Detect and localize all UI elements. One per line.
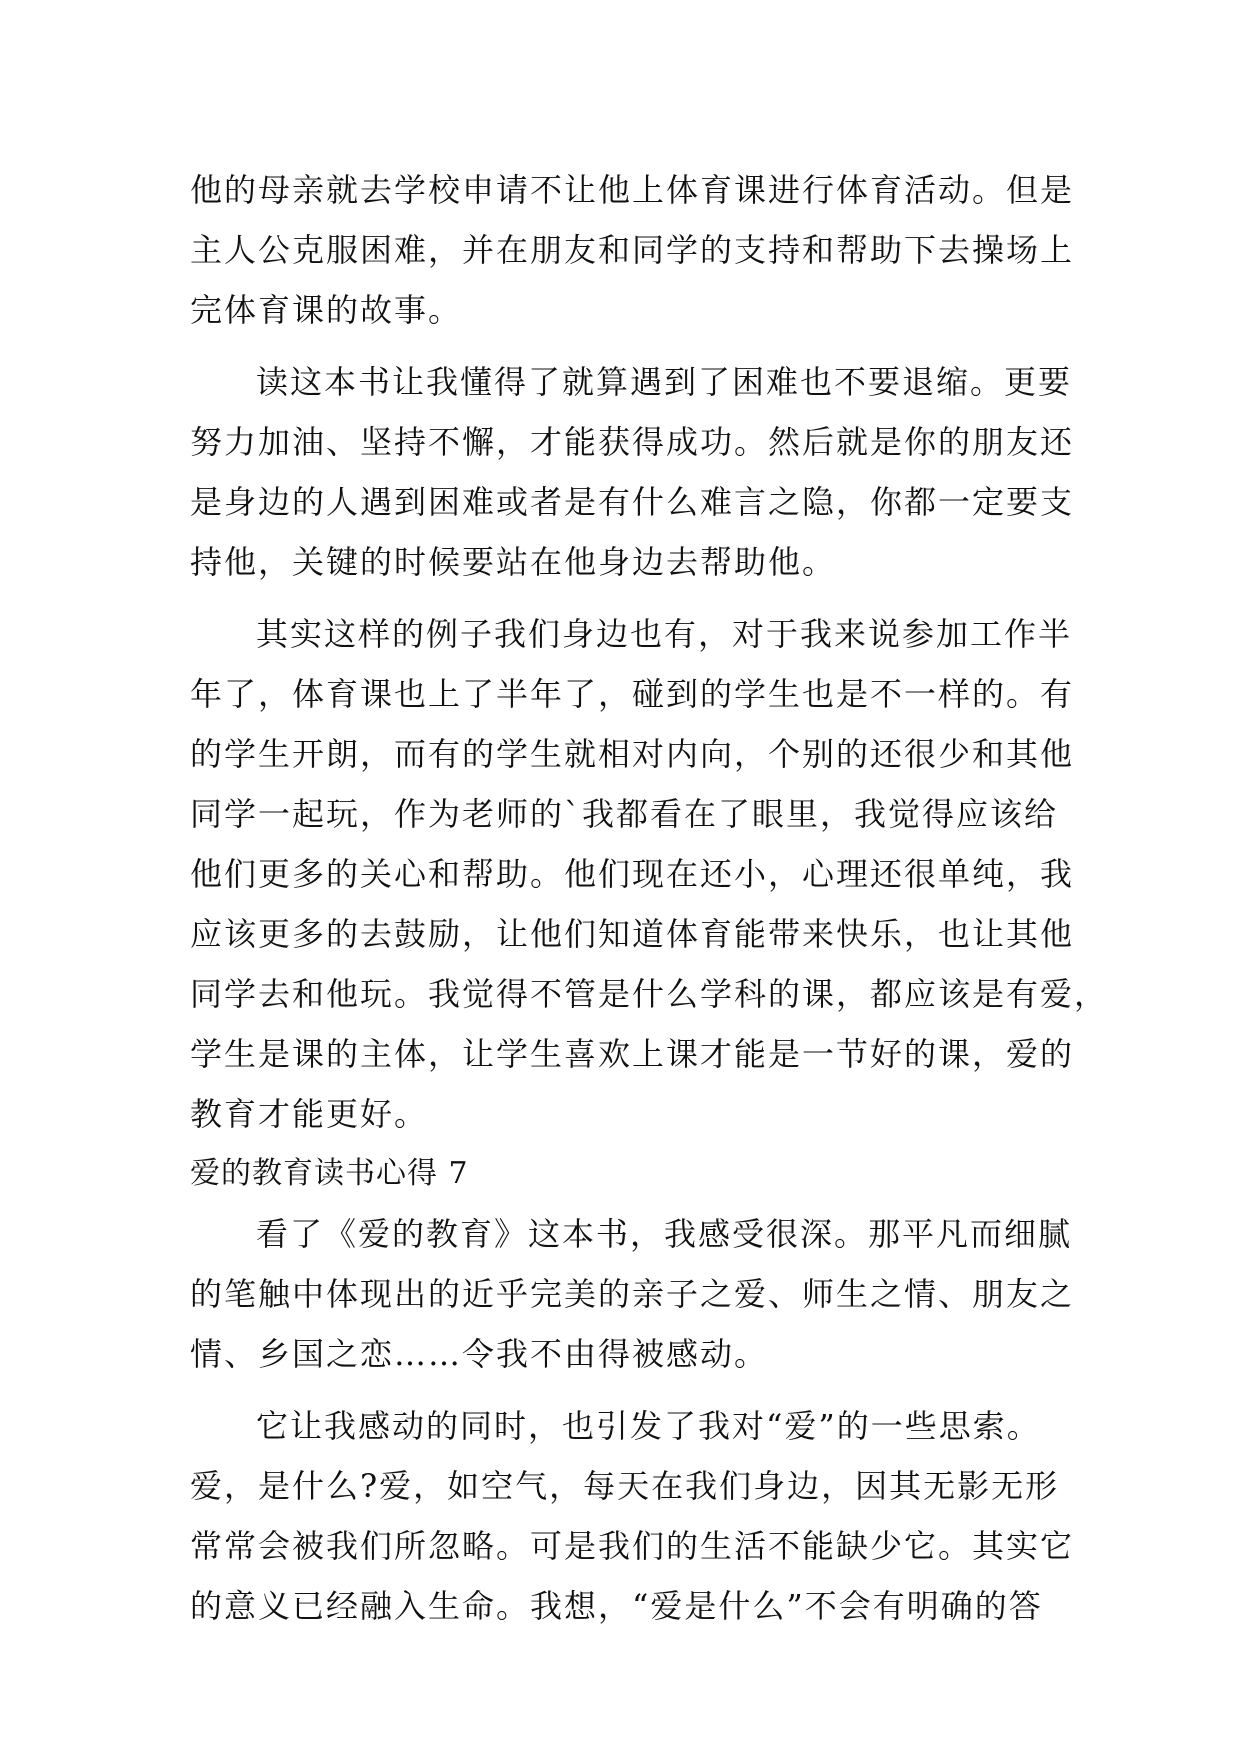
text-line: 是身边的人遇到困难或者是有什么难言之隐，你都一定要支 [190, 483, 1075, 521]
text-line: 他的母亲就去学校申请不让他上体育课进行体育活动。但是 [190, 171, 1075, 209]
text-line: 持他，关键的时候要站在他身边去帮助他。 [190, 543, 837, 581]
text-line: 爱，是什么?爱，如空气，每天在我们身边，因其无影无形 [190, 1467, 1060, 1505]
paragraph-first-line: 看了《爱的教育》这本书，我感受很深。那平凡而细腻 [256, 1215, 1073, 1253]
text-line: 他们更多的关心和帮助。他们现在还小，心理还很单纯，我 [190, 855, 1075, 893]
text-line: 完体育课的故事。 [190, 291, 463, 329]
text-line: 教育才能更好。 [190, 1095, 429, 1133]
text-line: 学生是课的主体，让学生喜欢上课才能是一节好的课，爱的 [190, 1035, 1075, 1073]
paragraph-first-line: 其实这样的例子我们身边也有，对于我来说参加工作半 [256, 615, 1073, 653]
paragraph-first-line: 读这本书让我懂得了就算遇到了困难也不要退缩。更要 [256, 363, 1073, 401]
text-line: 同学去和他玩。我觉得不管是什么学科的课，都应该是有爱， [190, 975, 1109, 1013]
document-body [190, 160, 1109, 1636]
text-line: 情、乡国之恋……令我不由得被感动。 [190, 1335, 769, 1373]
text-line: 年了，体育课也上了半年了，碰到的学生也是不一样的。有 [190, 675, 1075, 713]
section-heading: 爱的教育读书心得 7 [190, 1156, 469, 1191]
paragraph-first-line: 它让我感动的同时，也引发了我对“爱”的一些思索。 [256, 1407, 1041, 1445]
text-line: 同学一起玩，作为老师的`我都看在了眼里，我觉得应该给 [190, 795, 1059, 833]
text-line: 努力加油、坚持不懈，才能获得成功。然后就是你的朋友还 [190, 423, 1075, 461]
text-line: 常常会被我们所忽略。可是我们的生活不能缺少它。其实它 [190, 1527, 1075, 1565]
text-line: 的学生开朗，而有的学生就相对内向，个别的还很少和其他 [190, 735, 1075, 773]
text-line: 的意义已经融入生命。我想，“爱是什么”不会有明确的答 [190, 1587, 1043, 1625]
text-line: 应该更多的去鼓励，让他们知道体育能带来快乐，也让其他 [190, 915, 1075, 953]
text-line: 的笔触中体现出的近乎完美的亲子之爱、师生之情、朋友之 [190, 1275, 1075, 1313]
text-line: 主人公克服困难，并在朋友和同学的支持和帮助下去操场上 [190, 231, 1075, 269]
